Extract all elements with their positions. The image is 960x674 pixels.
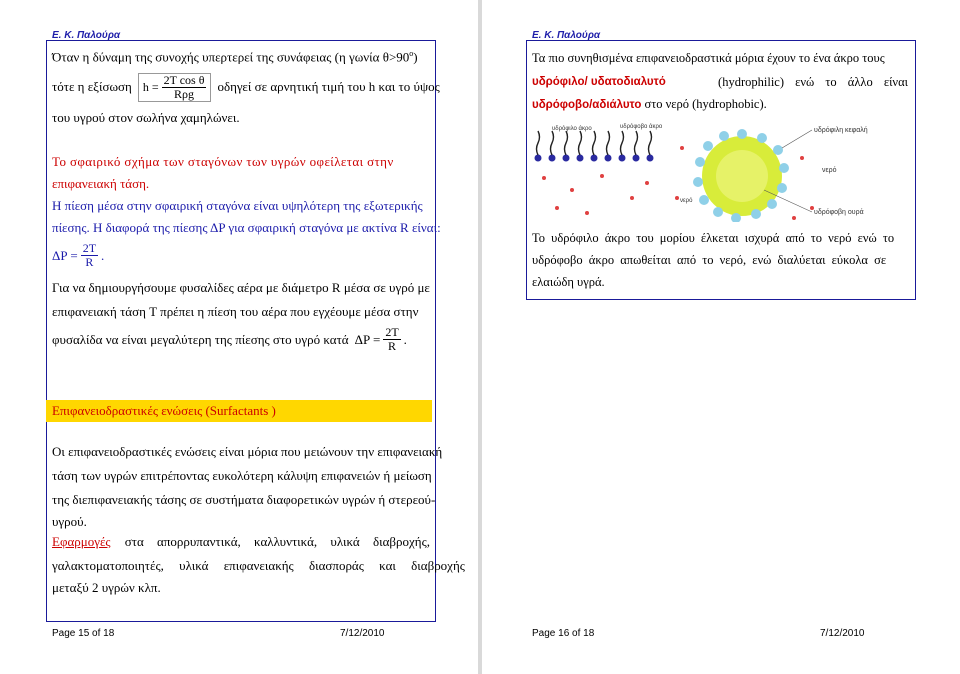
eq3-fraction (383, 326, 400, 353)
footer-page-number: Page 15 of 18 (52, 628, 115, 639)
label-hydrophilic-head: υδρόφιλη κεφαλή (814, 127, 868, 134)
para1-sup: o (409, 49, 414, 58)
eq1-denominator: Rρg (174, 86, 195, 101)
red-line1: Το σφαιρικό σχήμα των σταγόνων των υγρών οφείλεται στην (52, 154, 394, 169)
equation-h (138, 73, 212, 102)
eq2-fraction (81, 242, 98, 269)
eq2-lhs: ΔP = (52, 247, 78, 263)
blue-line1: Η πίεση μέσα στην σφαιρική σταγόνα είναι υψηλότερη της εξωτερικής (52, 198, 423, 213)
red-line2: επιφανειακή τάση. (52, 176, 150, 191)
intro-end: στο νερό (hydrophobic). (644, 97, 767, 111)
eq3-numerator: 2T (385, 325, 399, 339)
section-title: Επιφανειοδραστικές ενώσεις (Surfactants ) (52, 403, 276, 418)
equation-dp-bubble (355, 326, 407, 353)
eq1-lhs: h = (142, 80, 159, 94)
para1-text: Όταν η δύναμη της συνοχής υπερτερεί της συνάφειας (η γωνία θ>90 (52, 49, 410, 65)
hydrophilic-term: υδρόφιλο/ υδατοδιαλυτό (532, 76, 666, 88)
surfactant-figure (532, 118, 912, 222)
eq2-end: . (101, 247, 105, 263)
para3-line3-text: φυσαλίδα να είναι μεγαλύτερη της πίεσης στο υγρό κατά (52, 331, 349, 347)
eq3-lhs: ΔP = (354, 331, 381, 347)
hydrophobic-term: υδρόφοβο/αδιάλυτο (532, 99, 642, 111)
para1-line2 (52, 72, 440, 102)
para1-line3: του υγρού στον σωλήνα χαμηλώνει. (52, 110, 240, 125)
para1-line1 (52, 42, 418, 69)
eq1-numerator: 2T cos θ (163, 72, 205, 87)
caption-line3: ελαιώδη υγρά. (532, 275, 605, 289)
para4-line3: της διεπιφανειακής τάσης σε συστήματα διαφορετικών υγρών ή στερεού- (52, 492, 436, 507)
eq3-end: . (403, 331, 407, 347)
eq2-numerator: 2T (82, 241, 97, 255)
equation-dp (52, 242, 104, 269)
footer-page-number: Page 16 of 18 (532, 628, 595, 639)
blue-line2: πίεσης. Η διαφορά της πίεσης ΔP για σφαιρική σταγόνα με ακτίνα R είναι: (52, 220, 441, 235)
eq2-denominator: R (85, 255, 94, 269)
intro-line3 (532, 92, 767, 117)
footer-date: 7/12/2010 (820, 628, 865, 639)
label-hydrophobic-tail: υδρόφοβη ουρά (814, 209, 864, 216)
para4-line4: υγρού. (52, 514, 87, 529)
applications-line2: γαλακτοματοποιητές, υλικά επιφανειακής διασποράς και διαβροχής (52, 558, 465, 573)
para3-line2: επιφανειακή τάση T πρέπει η πίεση του αέρα που εγχέουμε μέσα στην (52, 304, 419, 319)
footer-date: 7/12/2010 (340, 628, 385, 639)
applications-text1: στα απορρυπαντικά, καλλυντικά, υλικά διαβροχής, (124, 534, 430, 549)
applications-label: Εφαρμογές (52, 534, 111, 549)
para4-line2: τάση των υγρών επιτρέποντας ευκολότερη κάλυψη επιφανειών ή μείωση (52, 468, 432, 483)
eq1-fraction (162, 74, 207, 101)
label-water-bottom: νερό (680, 198, 693, 204)
left-page (0, 0, 478, 674)
applications-line3: μεταξύ 2 υγρών κλπ. (52, 580, 161, 595)
caption-line1: Το υδρόφιλο άκρο του μορίου έλκεται ισχυρά από το νερό ενώ το (532, 231, 895, 245)
label-hydrophobic-end: υδρόφοβο άκρο (620, 124, 663, 130)
para4-line1: Οι επιφανειοδραστικές ενώσεις είναι μόρια που μειώνουν την επιφανειακή (52, 444, 443, 459)
label-water-right: νερό (822, 167, 837, 174)
intro-mid: (hydrophilic) ενώ το άλλο είναι (718, 75, 908, 89)
para1-line2-start: τότε η εξίσωση (52, 79, 132, 94)
label-hydrophilic-end: υδρόφιλο άκρο (552, 126, 592, 132)
right-page (482, 0, 960, 674)
eq3-denominator: R (387, 339, 396, 353)
caption-line2: υδρόφοβο άκρο απωθείται από το νερό, ενώ διαλύεται εύκολα σε (532, 253, 887, 267)
applications-line1 (52, 530, 430, 554)
intro-line1: Τα πιο συνηθισμένα επιφανειοδραστικά μόρια έχουν το ένα άκρο τους (532, 51, 885, 65)
page-header: Ε. Κ. Παλούρα (532, 30, 601, 41)
intro-line2 (532, 70, 908, 94)
para3-line1: Για να δημιουργήσουμε φυσαλίδες αέρα με διάμετρο R μέσα σε υγρό με (52, 280, 430, 295)
para1-line2-end: οδηγεί σε αρνητική τιμή του h και το ύψος (217, 79, 440, 94)
para1-end: ) (413, 49, 418, 65)
page-header: Ε. Κ. Παλούρα (52, 30, 121, 41)
para3-line3 (52, 326, 407, 353)
